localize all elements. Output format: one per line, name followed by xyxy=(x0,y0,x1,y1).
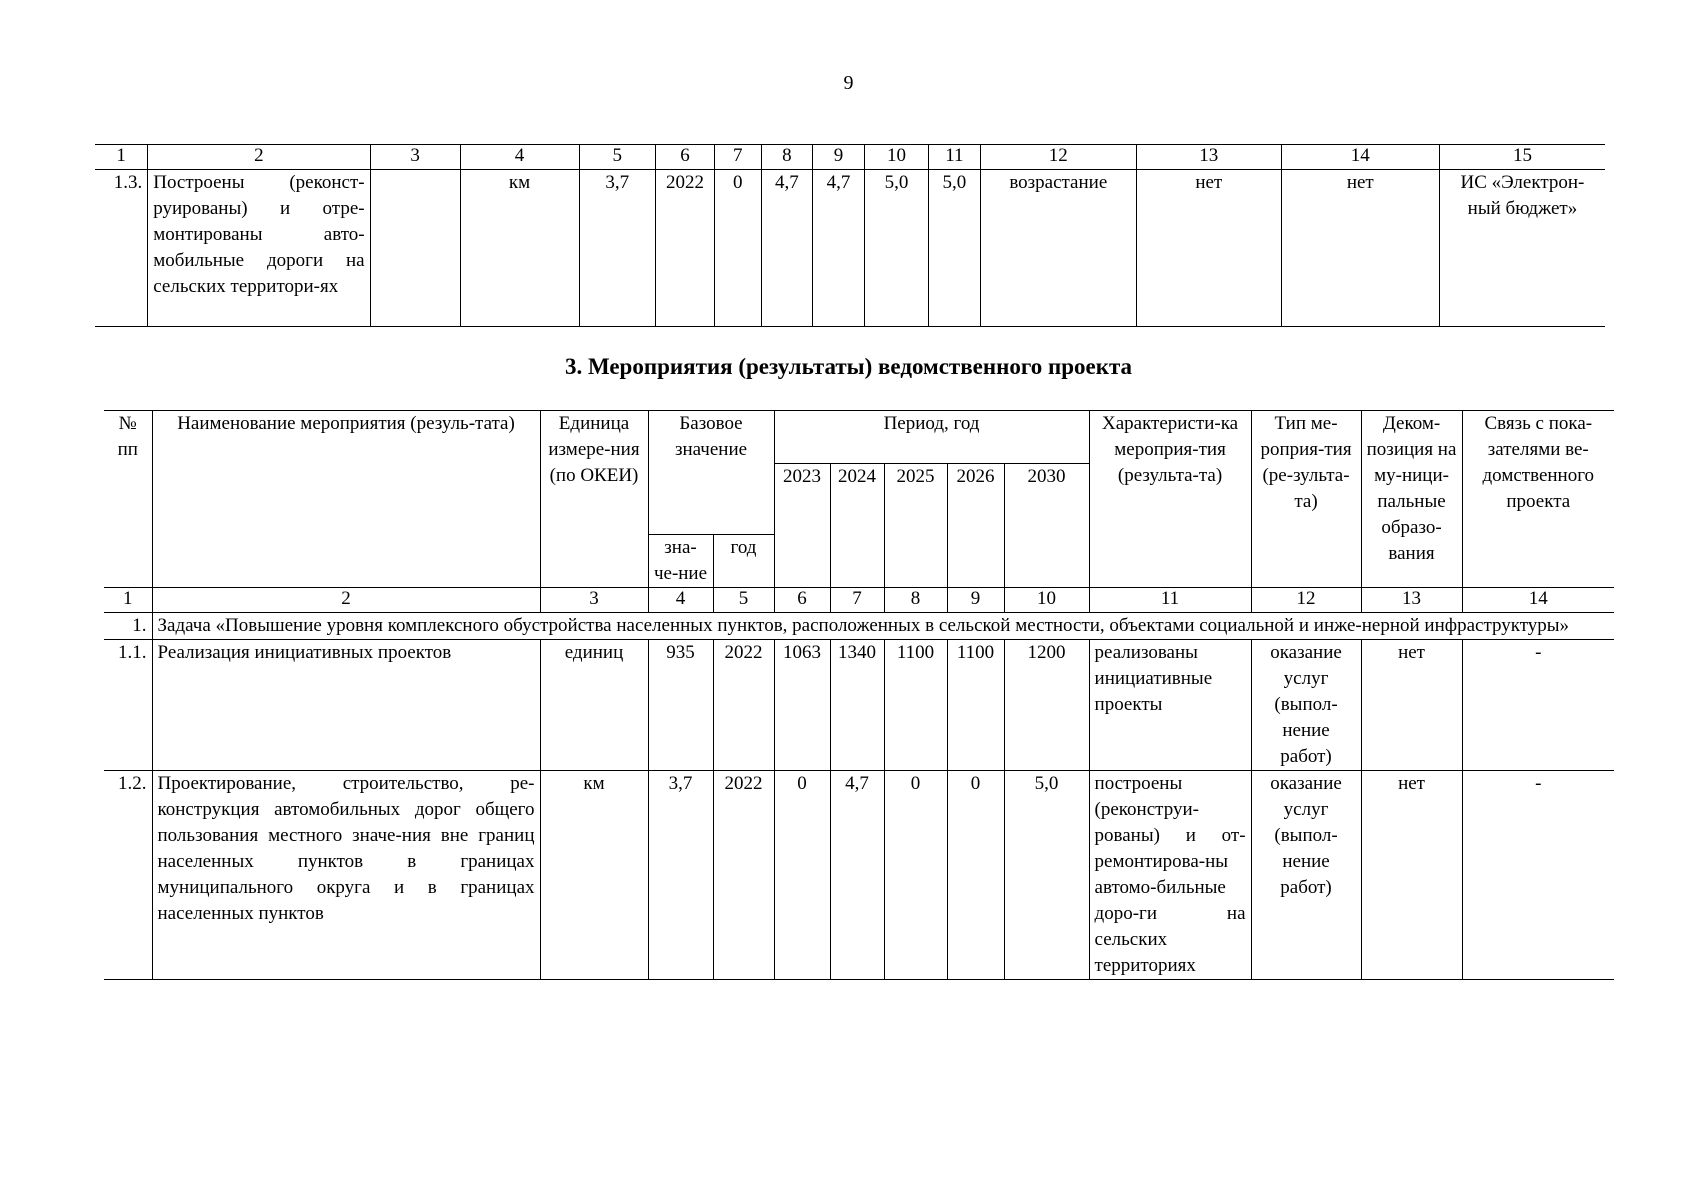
decomposition-cell: нет xyxy=(1361,771,1462,980)
value-cell: 5,0 xyxy=(929,170,981,327)
column-number: 2 xyxy=(152,588,540,613)
header-row xyxy=(104,411,1614,464)
column-number: 4 xyxy=(460,145,579,170)
column-number: 5 xyxy=(713,588,774,613)
header-decomposition: Деком-позиция на му-ници-пальные образо-вания xyxy=(1361,411,1462,588)
table-row xyxy=(95,170,1605,327)
year-value-cell: 0 xyxy=(884,771,947,980)
value-cell: 4,7 xyxy=(761,170,813,327)
measures-table xyxy=(104,410,1614,980)
header-name: Наименование мероприятия (резуль-тата) xyxy=(152,411,540,588)
column-number: 15 xyxy=(1439,145,1605,170)
measure-name: Реализация инициативных проектов xyxy=(152,640,540,771)
header-unit: Единица измере-ния (по ОКЕИ) xyxy=(540,411,648,588)
column-number: 9 xyxy=(947,588,1004,613)
base-year-cell: 2022 xyxy=(656,170,715,327)
cell-empty xyxy=(370,170,460,327)
column-number: 6 xyxy=(774,588,830,613)
decomposition-cell: нет xyxy=(1361,640,1462,771)
column-number: 11 xyxy=(1089,588,1251,613)
year-value-cell: 0 xyxy=(774,771,830,980)
column-number: 1 xyxy=(104,588,152,613)
base-value-cell: 3,7 xyxy=(648,771,713,980)
task-row xyxy=(104,613,1614,640)
column-number: 3 xyxy=(370,145,460,170)
column-number: 1 xyxy=(95,145,148,170)
table-row xyxy=(104,771,1614,980)
unit-cell: единиц xyxy=(540,640,648,771)
header-year: 2030 xyxy=(1004,463,1089,588)
year-value-cell: 1200 xyxy=(1004,640,1089,771)
task-text: Задача «Повышение уровня комплексного обустройства населенных пунктов, расположенных в сельской местности, объектами социальной и инже-нерной инфраструктуры» xyxy=(152,613,1614,640)
row-number: 1.1. xyxy=(104,640,152,771)
section-title: 3. Мероприятия (результаты) ведомственного проекта xyxy=(564,354,1133,379)
year-value-cell: 1340 xyxy=(830,640,884,771)
column-number: 7 xyxy=(830,588,884,613)
column-number: 10 xyxy=(1004,588,1089,613)
base-value-cell: 935 xyxy=(648,640,713,771)
column-number-row xyxy=(95,145,1605,170)
type-cell: оказание услуг (выпол-нение работ) xyxy=(1251,771,1361,980)
column-number: 11 xyxy=(929,145,981,170)
year-value-cell: 5,0 xyxy=(1004,771,1089,980)
measure-name: Проектирование, строительство, ре-конструкция автомобильных дорог общего пользования местного значе-ния вне границ населенных пунктов в границах муниципального округа и в границах населенных пунктов xyxy=(152,771,540,980)
column-number: 8 xyxy=(761,145,813,170)
base-year-cell: 2022 xyxy=(713,771,774,980)
year-value-cell: 1100 xyxy=(947,640,1004,771)
link-cell: - xyxy=(1462,640,1614,771)
value-cell: 4,7 xyxy=(813,170,865,327)
column-number: 10 xyxy=(864,145,928,170)
column-number: 9 xyxy=(813,145,865,170)
source-cell: ИС «Электрон-ный бюджет» xyxy=(1439,170,1605,327)
characteristic-cell: реализованы инициативные проекты xyxy=(1089,640,1251,771)
indicators-table-continuation xyxy=(95,144,1605,327)
trend-cell: возрастание xyxy=(980,170,1136,327)
column-number: 4 xyxy=(648,588,713,613)
column-number: 3 xyxy=(540,588,648,613)
value-cell: 5,0 xyxy=(864,170,928,327)
page-number: 9 xyxy=(843,72,854,94)
header-link: Связь с пока-зателями ве-домственного проекта xyxy=(1462,411,1614,588)
column-number: 13 xyxy=(1136,145,1281,170)
header-year: 2025 xyxy=(884,463,947,588)
cell-14: нет xyxy=(1281,170,1439,327)
header-year: 2026 xyxy=(947,463,1004,588)
column-number: 13 xyxy=(1361,588,1462,613)
header-period: Период, год xyxy=(774,411,1089,464)
year-value-cell: 0 xyxy=(947,771,1004,980)
column-number: 7 xyxy=(714,145,761,170)
column-number: 12 xyxy=(1251,588,1361,613)
year-value-cell: 4,7 xyxy=(830,771,884,980)
row-number: 1.3. xyxy=(95,170,148,327)
column-number: 5 xyxy=(579,145,656,170)
header-year: 2024 xyxy=(830,463,884,588)
column-number: 12 xyxy=(980,145,1136,170)
header-base: Базовое значение xyxy=(648,411,774,464)
header-base-value: зна-че-ние xyxy=(648,535,713,588)
base-year-cell: 2022 xyxy=(713,640,774,771)
header-year: 2023 xyxy=(774,463,830,588)
unit-cell: км xyxy=(460,170,579,327)
column-number: 6 xyxy=(656,145,715,170)
header-type: Тип ме-роприя-тия (ре-зульта-та) xyxy=(1251,411,1361,588)
task-number: 1. xyxy=(104,613,152,640)
row-number: 1.2. xyxy=(104,771,152,980)
indicator-name: Построены (реконст-руированы) и отре-монтированы авто-мобильные дороги на сельских территори-ях xyxy=(148,170,370,327)
column-number-row xyxy=(104,588,1614,613)
characteristic-cell: построены (реконструи-рованы) и от-ремонтирова-ны автомо-бильные доро-ги на сельских территориях xyxy=(1089,771,1251,980)
unit-cell: км xyxy=(540,771,648,980)
column-number: 14 xyxy=(1462,588,1614,613)
cell-13: нет xyxy=(1136,170,1281,327)
year-value-cell: 1100 xyxy=(884,640,947,771)
value-cell: 0 xyxy=(714,170,761,327)
type-cell: оказание услуг (выпол-нение работ) xyxy=(1251,640,1361,771)
column-number: 2 xyxy=(148,145,370,170)
base-value-cell: 3,7 xyxy=(579,170,656,327)
header-base-year: год xyxy=(713,535,774,588)
link-cell: - xyxy=(1462,771,1614,980)
column-number: 8 xyxy=(884,588,947,613)
header-num: № пп xyxy=(104,411,152,588)
year-value-cell: 1063 xyxy=(774,640,830,771)
column-number: 14 xyxy=(1281,145,1439,170)
table-row xyxy=(104,640,1614,771)
header-characteristic: Характеристи-ка мероприя-тия (результа-та) xyxy=(1089,411,1251,588)
